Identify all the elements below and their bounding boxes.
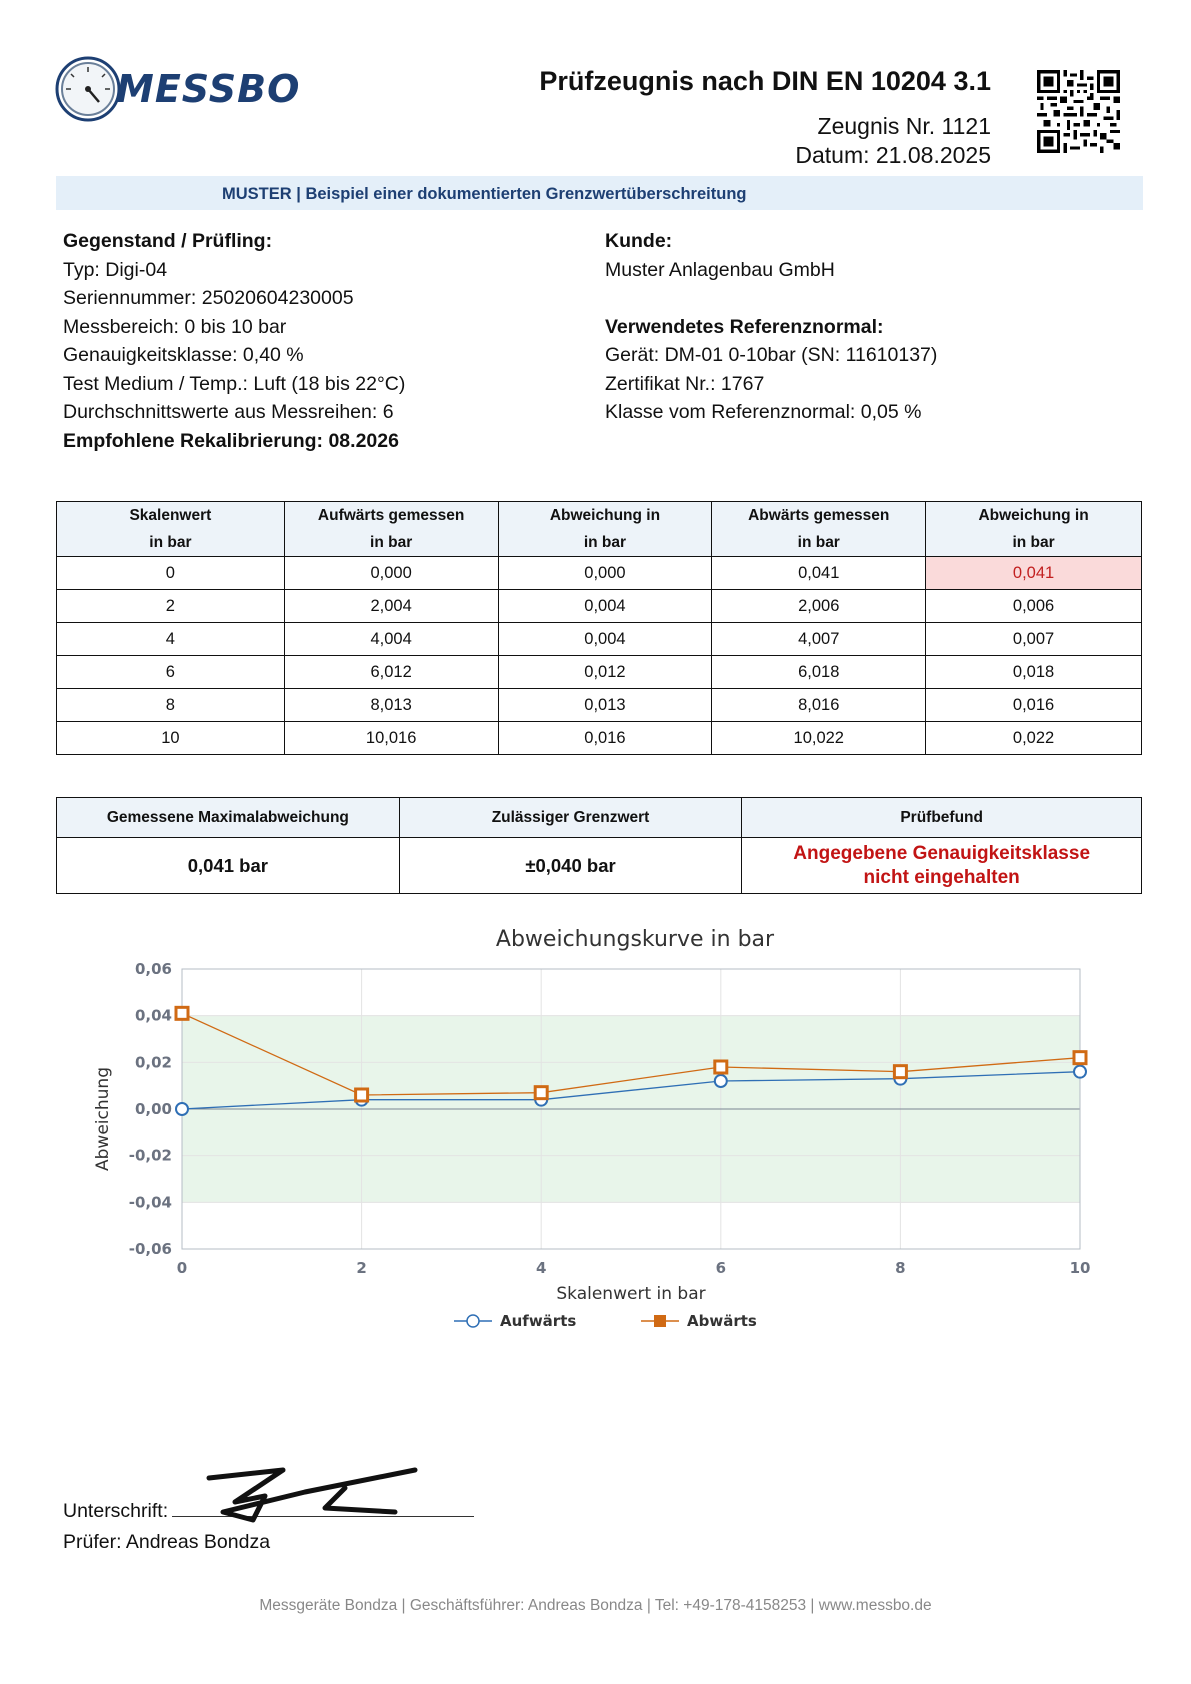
table-cell: 2,004 [284,590,498,623]
y-tick-label: 0,00 [134,1100,172,1118]
table-cell: 6,012 [284,656,498,689]
limit-value: ±0,040 bar [399,838,742,894]
verdict-value: Angegebene Genauigkeitsklasse nicht eingehalten [742,838,1142,894]
legend-marker [467,1315,479,1327]
data-point-abwärts [894,1066,906,1078]
customer-name: Muster Anlagenbau GmbH [605,258,835,281]
chart-title: Abweichungskurve in bar [495,927,775,952]
header-down-deviation: Abweichung in in bar [926,502,1142,557]
table-cell: 0,016 [498,722,712,755]
header-scale-value: Skalenwert in bar [57,502,285,557]
measurement-table [56,501,1142,755]
reference-certificate: Zertifikat Nr.: 1767 [605,372,765,395]
average-series: Durchschnittswerte aus Messreihen: 6 [63,401,394,423]
table-cell: 10 [57,722,285,755]
y-tick-label: 0,04 [134,1006,172,1025]
table-cell: 0,016 [926,689,1142,722]
x-tick-label: 2 [356,1259,367,1277]
table-cell: 8,013 [284,689,498,722]
table-cell: 0,007 [926,623,1142,656]
table-cell: 2,006 [712,590,926,623]
table-cell: 0,018 [926,656,1142,689]
header-up-deviation: Abweichung in in bar [498,502,712,557]
y-tick-label: -0,06 [128,1240,172,1258]
table-cell-exceeded: 0,041 [926,557,1142,590]
device-type: Typ: Digi-04 [63,258,168,281]
table-row [57,656,1142,689]
table-cell: 0,004 [498,590,712,623]
subject-heading: Gegenstand / Prüfling: [63,230,273,252]
table-row [57,623,1142,656]
y-tick-label: -0,02 [128,1146,172,1165]
banner-text: MUSTER | Beispiel einer dokumentierten Grenzwertüberschreitung [222,185,747,203]
data-point-abwärts [715,1061,727,1073]
messbo-logo [54,54,319,124]
table-cell: 8 [57,689,285,722]
data-point-aufwärts [715,1075,727,1087]
table-cell: 4 [57,623,285,656]
handwritten-signature [195,1462,435,1532]
table-cell: 0,000 [284,557,498,590]
table-cell: 6 [57,656,285,689]
table-cell: 0,004 [498,623,712,656]
table-cell: 10,016 [284,722,498,755]
svg-text:MESSBO: MESSBO [116,67,301,111]
table-row [57,590,1142,623]
table-cell: 4,007 [712,623,926,656]
sample-banner [56,176,1143,210]
header-up-measured: Aufwärts gemessen in bar [284,502,498,557]
max-deviation-value: 0,041 bar [57,838,400,894]
x-axis-label: Skalenwert in bar [556,1284,706,1304]
table-cell: 0,000 [498,557,712,590]
table-row [57,557,1142,590]
serial-number: Seriennummer: 25020604230005 [63,287,354,309]
x-tick-label: 10 [1069,1259,1091,1277]
customer-reference-info [605,227,937,427]
summary-row [57,838,1142,894]
subject-info [63,227,405,455]
header-max-deviation: Gemessene Maximalabweichung [57,798,400,838]
data-point-abwärts [356,1089,368,1101]
accuracy-class: Genauigkeitsklasse: 0,40 % [63,344,304,366]
y-tick-label: 0,02 [134,1053,172,1072]
summary-header-row [57,798,1142,838]
table-row [57,689,1142,722]
certificate-date: Datum: 21.08.2025 [795,142,991,168]
legend-label: Abwärts [687,1312,757,1330]
table-cell: 2 [57,590,285,623]
table-cell: 0,022 [926,722,1142,755]
x-tick-label: 8 [895,1259,906,1277]
data-point-abwärts [535,1087,547,1099]
data-point-abwärts [176,1007,188,1019]
y-tick-label: -0,04 [128,1193,172,1212]
reference-class: Klasse vom Referenznormal: 0,05 % [605,401,922,423]
x-tick-label: 4 [535,1259,547,1277]
table-cell: 0 [57,557,285,590]
document-title: Prüfzeugnis nach DIN EN 10204 3.1 [539,66,991,96]
reference-heading: Verwendetes Referenznormal: [605,315,884,338]
table-cell: 6,018 [712,656,926,689]
table-cell: 4,004 [284,623,498,656]
header-limit: Zulässiger Grenzwert [399,798,742,838]
certificate-number: Zeugnis Nr. 1121 [817,113,991,139]
recalibration-date: Empfohlene Rekalibrierung: 08.2026 [63,429,399,452]
qr-code [1037,70,1120,153]
table-cell: 0,012 [498,656,712,689]
table-row [57,722,1142,755]
customer-heading: Kunde: [605,230,673,252]
footer-text: Messgeräte Bondza | Geschäftsführer: Andreas Bondza | Tel: +49-178-4158253 | www.messbo.de [259,1597,932,1614]
summary-table [56,797,1142,894]
measurement-header-row [57,502,1142,557]
data-point-abwärts [1074,1052,1086,1064]
examiner-name: Prüfer: Andreas Bondza [63,1531,271,1553]
deviation-chart [56,915,1146,1335]
data-point-aufwärts [1074,1066,1086,1078]
table-cell: 10,022 [712,722,926,755]
header-down-measured: Abwärts gemessen in bar [712,502,926,557]
test-medium: Test Medium / Temp.: Luft (18 bis 22°C) [63,372,406,395]
reference-device: Gerät: DM-01 0-10bar (SN: 11610137) [605,344,938,366]
table-cell: 0,006 [926,590,1142,623]
signature-label: Unterschrift: [63,1500,169,1522]
y-axis-label: Abweichung [93,1067,113,1171]
x-tick-label: 0 [176,1259,188,1277]
table-cell: 8,016 [712,689,926,722]
y-tick-label: 0,06 [134,960,172,978]
x-tick-label: 6 [715,1259,727,1277]
legend-marker [654,1315,666,1327]
table-cell: 0,013 [498,689,712,722]
legend-label: Aufwärts [500,1312,577,1330]
header-verdict: Prüfbefund [742,798,1142,838]
data-point-aufwärts [176,1103,188,1115]
measurement-range: Messbereich: 0 bis 10 bar [63,315,287,338]
table-cell: 0,041 [712,557,926,590]
